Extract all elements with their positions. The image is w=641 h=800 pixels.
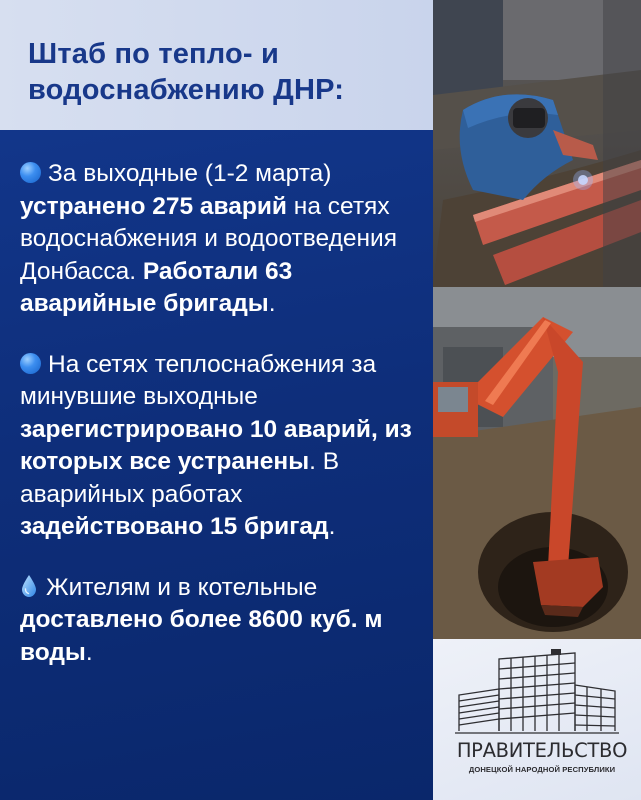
item-text: .	[85, 638, 93, 666]
government-logo	[433, 639, 641, 800]
page-title: Штаб по тепло- и водоснабжению ДНР:	[28, 38, 345, 106]
item-text: На сетях теплоснабжения за минувшие выходные	[20, 350, 377, 410]
item-highlight: устранено 275 аварий	[20, 192, 287, 220]
water-drop-icon	[20, 574, 38, 598]
list-item	[20, 349, 422, 544]
blue-circle-icon	[20, 353, 41, 374]
excavator-image	[433, 287, 641, 639]
main-text-panel	[0, 130, 433, 800]
building-icon	[455, 649, 619, 737]
item-text: .	[268, 290, 276, 317]
item-text: За выходные (1-2 марта)	[48, 160, 332, 187]
header-banner	[0, 0, 433, 130]
news-text	[20, 158, 422, 697]
logo-subtitle: ДОНЕЦКОЙ НАРОДНОЙ РЕСПУБЛИКИ	[468, 765, 616, 774]
item-text: .	[328, 513, 336, 540]
welder-image	[433, 0, 641, 287]
logo-title: ПРАВИТЕЛЬСТВО	[456, 739, 628, 762]
item-text: Жителям и в котельные	[46, 573, 318, 601]
excavator-photo	[433, 287, 641, 639]
blue-circle-icon	[20, 162, 41, 183]
item-text: . В аварийных работах	[20, 448, 340, 508]
list-item	[20, 572, 422, 670]
item-highlight: зарегистрировано 10 аварий, из которых все устранены	[20, 415, 412, 475]
welder-photo	[433, 0, 641, 287]
item-highlight: доставлено более 8600 куб. м воды	[20, 606, 383, 666]
item-text: на сетях водоснабжения и водоотведения Донбасса.	[20, 192, 397, 285]
list-item	[20, 158, 422, 321]
item-highlight: задействовано 15 бригад	[20, 513, 329, 540]
item-highlight: Работали 63 аварийные бригады	[20, 257, 293, 317]
